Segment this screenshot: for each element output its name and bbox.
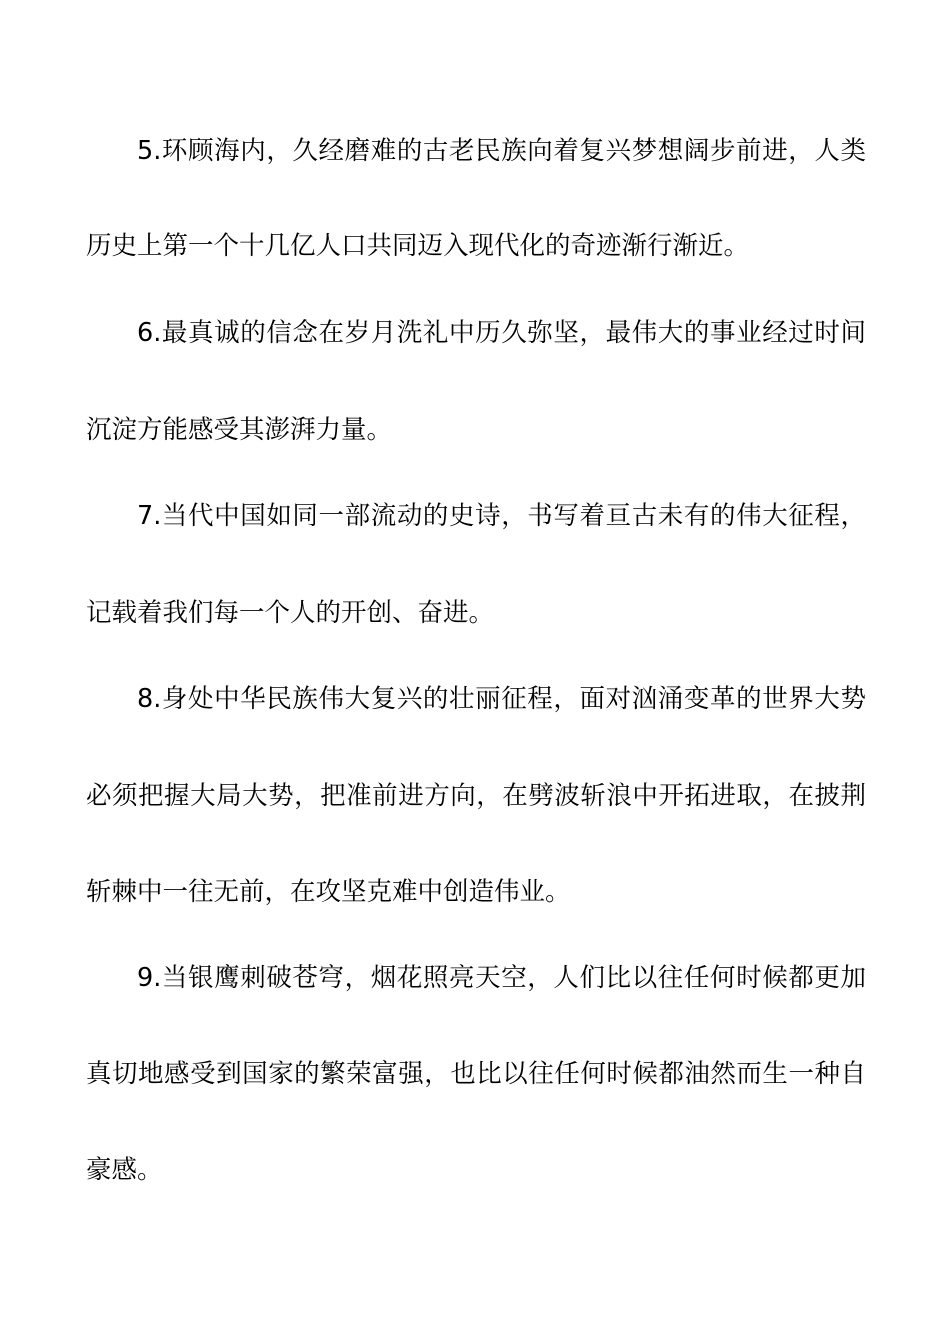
paragraph-line: 历史上第一个十几亿人口共同迈入现代化的奇迹渐行渐近。 [86,231,750,261]
paragraph-line: 沉淀方能感受其澎湃力量。 [86,415,393,445]
paragraph-line: 6.最真诚的信念在岁月洗礼中历久弥坚，最伟大的事业经过时间 [137,318,866,348]
paragraph-line: 真切地感受到国家的繁荣富强，也比以往任何时候都油然而生一种自 [86,1059,866,1089]
paragraph-line: 7.当代中国如同一部流动的史诗，书写着亘古未有的伟大征程， [137,501,866,531]
paragraph-line: 斩棘中一往无前，在攻坚克难中创造伟业。 [86,877,571,907]
paragraph-line: 5.环顾海内，久经磨难的古老民族向着复兴梦想阔步前进，人类 [137,136,866,166]
paragraph-line: 豪感。 [86,1155,163,1185]
paragraph-line: 必须把握大局大势，把准前进方向，在劈波斩浪中开拓进取，在披荆 [86,781,866,811]
paragraph-line: 9.当银鹰刺破苍穹，烟花照亮天空，人们比以往任何时候都更加 [137,963,866,993]
paragraph-line: 8.身处中华民族伟大复兴的壮丽征程，面对汹涌变革的世界大势 [137,684,866,714]
paragraph-line: 记载着我们每一个人的开创、奋进。 [86,598,495,628]
